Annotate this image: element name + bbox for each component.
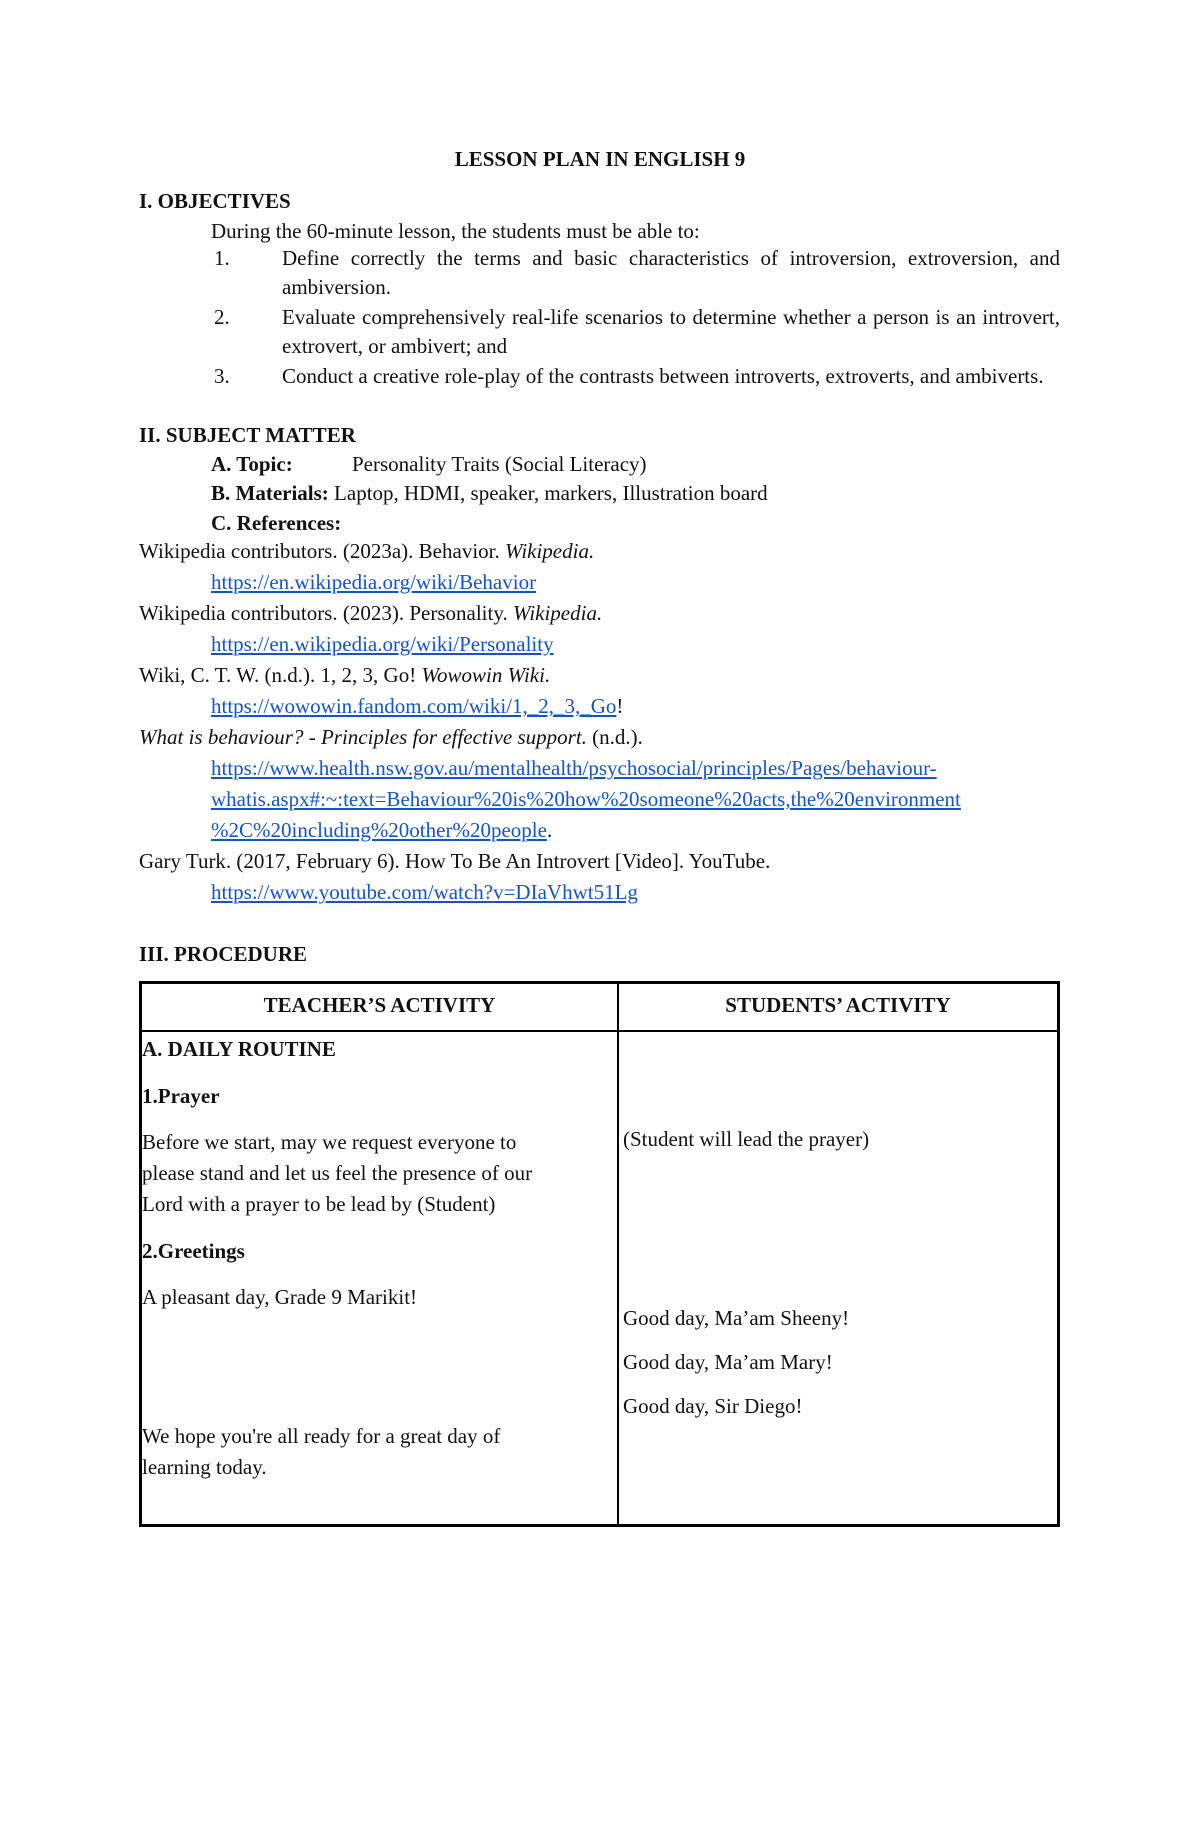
reference-text: Wiki, C. T. W. (n.d.). 1, 2, 3, Go! xyxy=(139,663,422,687)
reference-text: Wikipedia contributors. (2023). Personality. xyxy=(139,601,513,625)
reference-url-suffix: ! xyxy=(616,694,624,718)
reference-entry xyxy=(139,538,594,565)
prayer-teacher-line: Before we start, may we request everyone to xyxy=(142,1130,517,1154)
materials-row xyxy=(211,480,768,507)
objective-text: Conduct a creative role-play of the contrasts between introverts, extroverts, and ambiverts. xyxy=(282,364,1044,388)
reference-link[interactable]: whatis.aspx#:~:text=Behaviour%20is%20how%20someone%20acts,the%20environment xyxy=(211,787,961,811)
reference-entry xyxy=(139,600,602,627)
reference-link[interactable]: https://www.youtube.com/watch?v=DIaVhwt51Lg xyxy=(211,880,638,904)
reference-text: Wikipedia contributors. (2023a). Behavior. xyxy=(139,539,505,563)
reference-link[interactable]: https://en.wikipedia.org/wiki/Personality xyxy=(211,632,554,656)
reference-url-line xyxy=(211,786,961,813)
reference-entry: Gary Turk. (2017, February 6). How To Be An Introvert [Video]. YouTube. xyxy=(139,849,771,873)
reference-url-line xyxy=(211,755,937,782)
reference-text: (n.d.). xyxy=(586,725,643,749)
daily-routine-heading: A. DAILY ROUTINE xyxy=(142,1037,336,1061)
prayer-heading: 1.Prayer xyxy=(142,1084,220,1108)
column-divider xyxy=(617,984,619,1524)
reference-url-line xyxy=(211,879,638,906)
reference-url-line xyxy=(211,693,623,720)
reference-entry xyxy=(139,724,643,751)
greetings-heading: 2.Greetings xyxy=(142,1239,245,1263)
reference-url-line xyxy=(211,569,536,596)
reference-url-line xyxy=(211,631,554,658)
reference-source: Wikipedia. xyxy=(512,601,603,625)
subject-matter-heading: II. SUBJECT MATTER xyxy=(139,423,356,447)
objective-number: 2. xyxy=(214,305,230,329)
references-label: C. References: xyxy=(211,511,342,535)
objective-text: Define correctly the terms and basic characteristics of introversion, extroversion, and ambiversion. xyxy=(282,246,1060,299)
reference-url-suffix: . xyxy=(546,818,553,842)
prayer-student-response: (Student will lead the prayer) xyxy=(623,1127,870,1151)
procedure-table xyxy=(139,981,1060,1527)
topic-label: A. Topic: xyxy=(211,452,293,476)
materials-label: B. Materials: xyxy=(211,481,329,505)
closing-teacher-line: We hope you're all ready for a great day of xyxy=(142,1424,501,1448)
objective-text: Evaluate comprehensively real-life scenarios to determine whether a person is an introvert, extrovert, or ambivert; and xyxy=(282,305,1060,358)
materials-value: Laptop, HDMI, speaker, markers, Illustration board xyxy=(334,481,768,505)
header-divider xyxy=(142,1030,1057,1032)
students-column-header: STUDENTS’ ACTIVITY xyxy=(725,993,951,1017)
greeting-student-response: Good day, Ma’am Sheeny! xyxy=(623,1306,850,1330)
prayer-teacher-line: Lord with a prayer to be lead by (Student) xyxy=(142,1192,496,1216)
prayer-teacher-line: please stand and let us feel the presence of our xyxy=(142,1161,533,1185)
reference-link[interactable]: https://en.wikipedia.org/wiki/Behavior xyxy=(211,570,537,594)
reference-url-line xyxy=(211,817,552,844)
greeting-teacher: A pleasant day, Grade 9 Marikit! xyxy=(142,1285,418,1309)
reference-source: Wikipedia. xyxy=(504,539,595,563)
objective-number: 1. xyxy=(214,246,230,270)
greeting-student-response: Good day, Ma’am Mary! xyxy=(623,1350,833,1374)
reference-link[interactable]: https://www.health.nsw.gov.au/mentalhealth/psychosocial/principles/Pages/behaviour- xyxy=(211,756,937,780)
topic-value: Personality Traits (Social Literacy) xyxy=(352,452,647,476)
reference-title: What is behaviour? - Principles for effective support. xyxy=(139,725,587,749)
reference-entry xyxy=(139,662,550,689)
teacher-column-header: TEACHER’S ACTIVITY xyxy=(263,993,496,1017)
reference-link[interactable]: %2C%20including%20other%20people xyxy=(211,818,547,842)
closing-teacher-line: learning today. xyxy=(142,1455,267,1479)
objectives-intro: During the 60-minute lesson, the students must be able to: xyxy=(211,219,700,243)
objectives-heading: I. OBJECTIVES xyxy=(139,189,291,213)
reference-link[interactable]: https://wowowin.fandom.com/wiki/1,_2,_3,_Go xyxy=(211,694,617,718)
objective-number: 3. xyxy=(214,364,230,388)
reference-source: Wowowin Wiki. xyxy=(421,663,551,687)
procedure-heading: III. PROCEDURE xyxy=(139,942,308,966)
page-title: LESSON PLAN IN ENGLISH 9 xyxy=(454,147,746,171)
greeting-student-response: Good day, Sir Diego! xyxy=(623,1394,803,1418)
topic-row xyxy=(211,451,293,478)
